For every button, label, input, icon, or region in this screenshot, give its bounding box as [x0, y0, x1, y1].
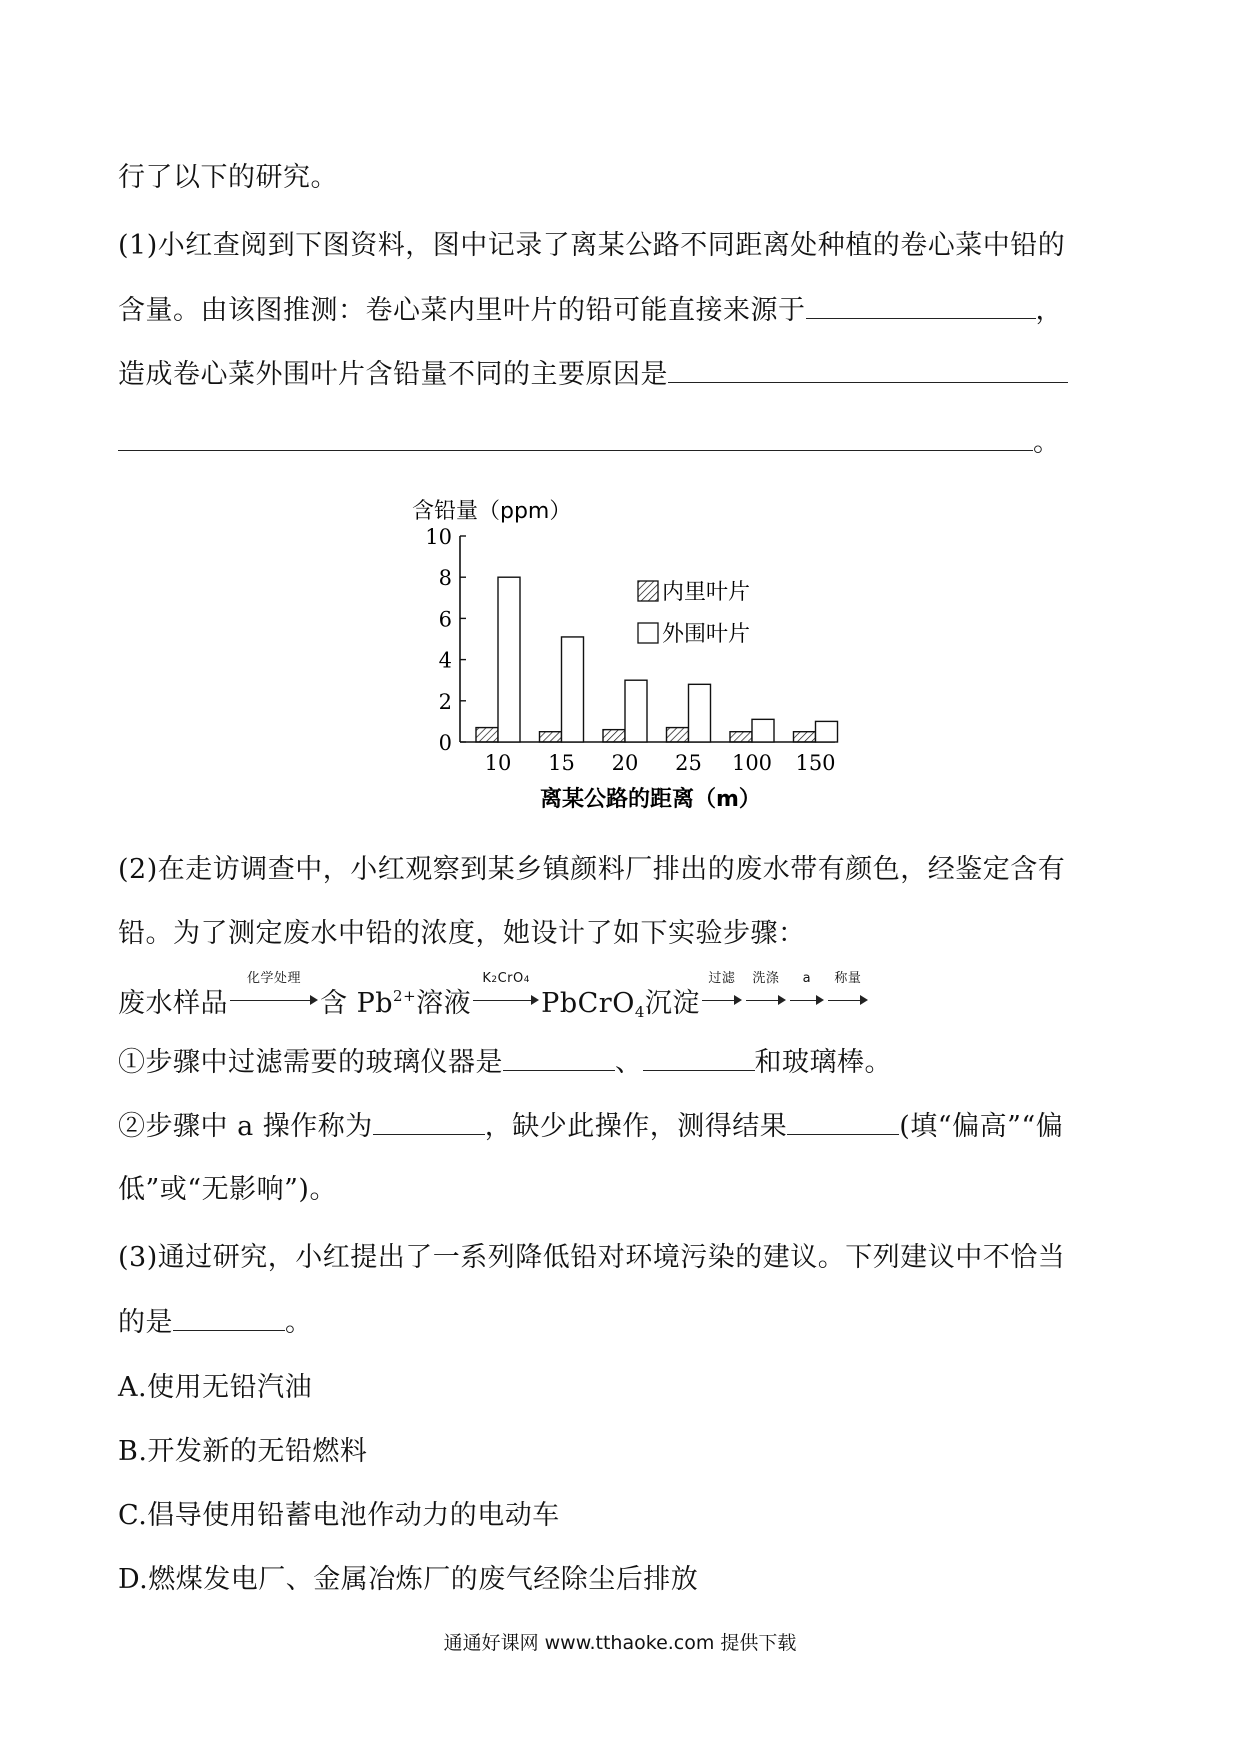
q1-line3-text: 造成卷心菜外围叶片含铅量不同的主要原因是 [118, 359, 668, 390]
flow-arrow-wash-label: 洗涤 [752, 971, 780, 986]
bar-outer-leaves-20 [625, 680, 647, 742]
flow-arrow-filter-label: 过滤 [708, 971, 736, 986]
option-d[interactable]: D.燃煤发电厂、金属冶炼厂的废气经除尘后排放 [118, 1564, 699, 1595]
q3-line2 [118, 1304, 313, 1341]
answer-blank-reason-part2[interactable] [118, 424, 1033, 451]
flow-arrow-filter [702, 971, 742, 1012]
x-tick-label: 25 [675, 751, 702, 775]
chart-legend [638, 580, 750, 647]
q1-line4 [118, 424, 1061, 461]
x-tick-label: 150 [795, 751, 836, 775]
answer-blank-operation-a[interactable] [373, 1108, 485, 1135]
answer-blank-result[interactable] [787, 1108, 899, 1135]
q3-line2-text: 的是 [118, 1307, 173, 1338]
q2-sub2-cont: 低”或“无影响”)。 [118, 1174, 337, 1205]
q2-sub1-sep: 、 [615, 1047, 643, 1078]
answer-blank-glass-1[interactable] [503, 1044, 615, 1071]
q1-line2 [118, 292, 1063, 329]
flow-arrow-weigh [828, 971, 868, 1012]
bar-inner-leaves-100 [730, 732, 752, 742]
chart-x-axis-label: 离某公路的距离（m） [540, 787, 761, 812]
y-tick-label: 6 [438, 607, 452, 632]
bar-inner-leaves-150 [794, 732, 816, 742]
bar-outer-leaves-100 [752, 719, 774, 742]
q2-sub2-mid: ，缺少此操作，测得结果 [484, 1111, 788, 1142]
q1-line1: (1)小红查阅到下图资料，图中记录了离某公路不同距离处种植的卷心菜中铅的 [118, 230, 1066, 261]
q2-sub1-end: 和玻璃棒。 [754, 1047, 892, 1078]
legend-label-inner-leaves: 内里叶片 [662, 580, 751, 605]
flow-pbcro4-sub: 4 [634, 1003, 645, 1021]
intro-text: 行了以下的研究。 [118, 162, 338, 193]
q2-sub2-text: ②步骤中 a 操作称为 [118, 1111, 373, 1142]
option-b[interactable]: B.开发新的无铅燃料 [118, 1436, 368, 1467]
bar-inner-leaves-10 [476, 728, 498, 742]
lead-content-bar-chart [400, 488, 850, 828]
chart-y-axis-label: 含铅量（ppm） [412, 499, 572, 524]
legend-label-outer-leaves: 外围叶片 [662, 622, 751, 647]
q2-flow [118, 971, 870, 1030]
flow-start: 废水样品 [118, 988, 228, 1019]
bar-outer-leaves-25 [689, 684, 711, 742]
x-tick-label: 100 [731, 751, 773, 775]
q1-line2-text: 含量。由该图推测：卷心菜内里叶片的铅可能直接来源于 [118, 295, 806, 326]
flow-precipitate: 沉淀 [644, 988, 700, 1019]
flow-pb-charge: 2+ [393, 987, 417, 1005]
flow-arrow-a-label: a [802, 971, 812, 986]
answer-blank-q3[interactable] [173, 1304, 285, 1331]
q1-line4-period: 。 [1033, 427, 1061, 458]
footer-source: 通通好课网 www.tthaoke.com 提供下载 [443, 1632, 797, 1654]
q2-line1: (2)在走访调查中，小红观察到某乡镇颜料厂排出的废水带有颜色，经鉴定含有 [118, 854, 1066, 885]
q2-line2: 铅。为了测定废水中铅的浓度，她设计了如下实验步骤： [118, 918, 806, 949]
y-tick-label: 4 [438, 648, 452, 673]
q3-line1: (3)通过研究，小红提出了一系列降低铅对环境污染的建议。下列建议中不恰当 [118, 1242, 1066, 1273]
y-tick-label: 10 [425, 525, 452, 549]
flow-arrow-chemical-label: 化学处理 [246, 971, 301, 986]
answer-blank-reason-part1[interactable] [668, 356, 1068, 383]
flow-arrow-weigh-label: 称量 [834, 971, 862, 986]
flow-arrow-chemical [230, 971, 318, 1012]
bar-inner-leaves-25 [667, 728, 689, 742]
y-tick-label: 8 [438, 566, 452, 591]
flow-solution: 溶液 [416, 988, 472, 1019]
flow-arrow-a [790, 971, 824, 1012]
q3-line2-period: 。 [285, 1307, 313, 1338]
legend-swatch-outer-leaves [638, 623, 658, 643]
flow-arrow-wash [746, 971, 786, 1012]
q2-sub2-hint: (填“偏高”“偏 [899, 1111, 1064, 1142]
bar-outer-leaves-15 [562, 637, 584, 742]
x-tick-label: 15 [548, 751, 575, 775]
y-tick-label: 0 [438, 731, 452, 755]
x-tick-label: 10 [484, 751, 512, 775]
q2-sub1 [118, 1044, 892, 1081]
option-c[interactable]: C.倡导使用铅蓄电池作动力的电动车 [118, 1500, 560, 1531]
q1-line3 [118, 356, 1068, 393]
option-a[interactable]: A.使用无铅汽油 [118, 1372, 313, 1403]
bar-inner-leaves-15 [540, 732, 562, 742]
bar-outer-leaves-10 [498, 577, 520, 742]
legend-swatch-inner-leaves [638, 581, 658, 601]
bar-outer-leaves-150 [816, 721, 838, 742]
x-tick-label: 20 [611, 751, 639, 775]
flow-pbcro4: PbCrO [541, 988, 635, 1019]
answer-blank-glass-2[interactable] [643, 1044, 755, 1071]
q1-line2-comma: ， [1035, 295, 1063, 326]
answer-blank-lead-source[interactable] [806, 292, 1036, 319]
flow-arrow-k2cro4-label: K2CrO4 [482, 971, 530, 986]
flow-pb-ion: 含 Pb [320, 988, 394, 1019]
flow-arrow-k2cro4 [473, 971, 539, 1012]
q2-sub1-text: ①步骤中过滤需要的玻璃仪器是 [118, 1047, 503, 1078]
y-tick-label: 2 [438, 689, 452, 714]
bar-inner-leaves-20 [603, 730, 625, 742]
q2-sub2 [118, 1108, 1063, 1145]
